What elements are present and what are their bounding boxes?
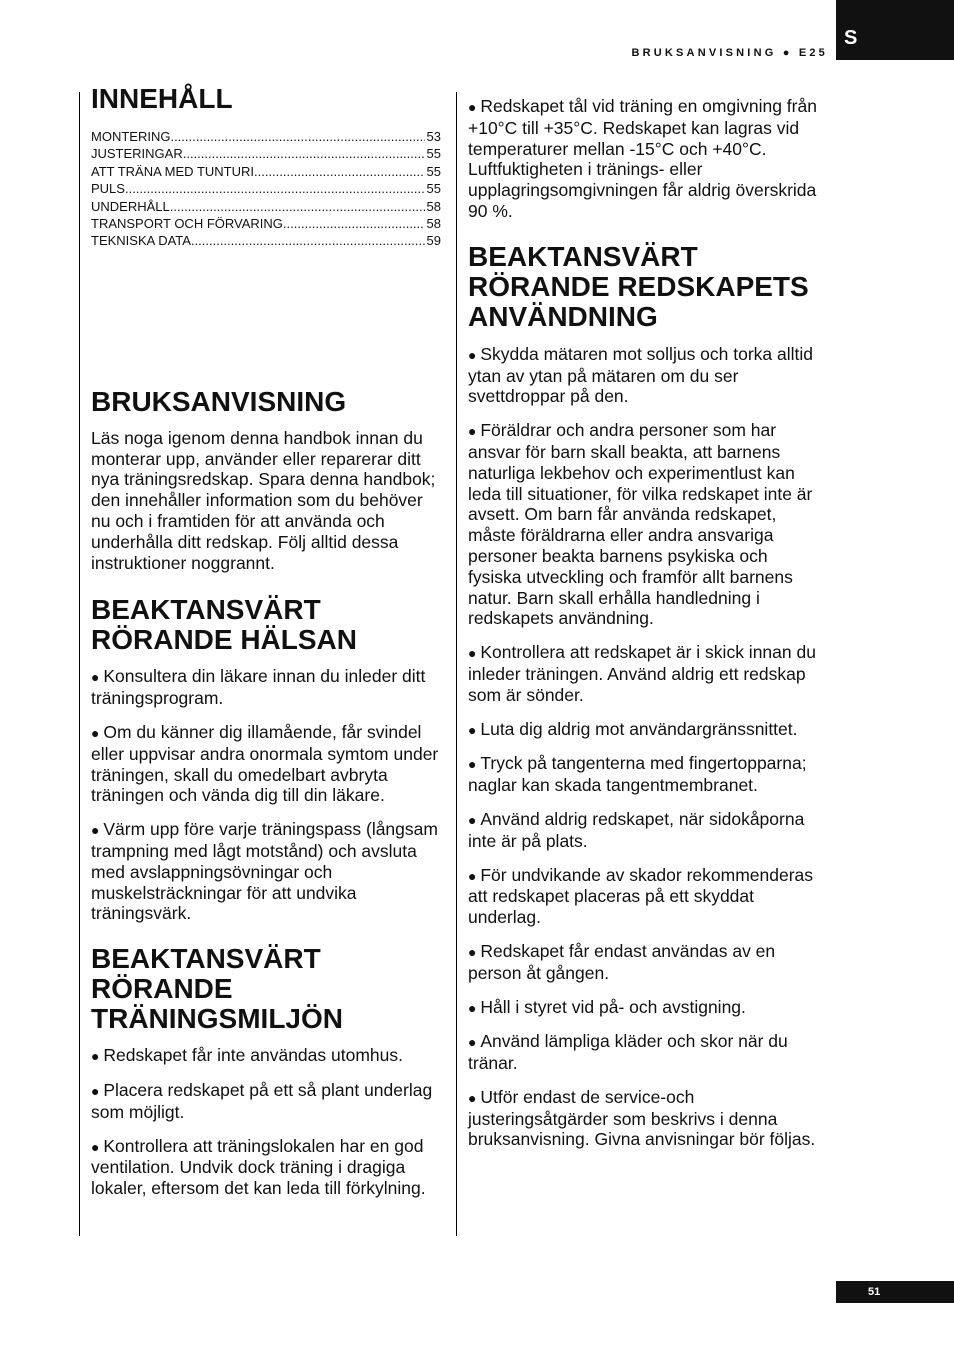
toc-heading: INNEHÅLL	[91, 83, 233, 114]
toc-entry-label: JUSTERINGAR	[91, 146, 183, 162]
usage-item: ● Kontrollera att redskapet är i skick innan du inleder träningen. Använd aldrig ett redskap som är sönder.	[468, 642, 822, 705]
environment-item: ● Kontrollera att träningslokalen har en god ventilation. Undvik dock träning i dragiga lokaler, eftersom det kan leda till förkylning.	[91, 1136, 441, 1199]
language-tab: S	[836, 0, 954, 60]
health-item: ● Värm upp före varje träningspass (långsam trampning med lågt motstånd) och avsluta med avslappningsövningar och muskelsträckningar för att undvika träningsvärk.	[91, 819, 441, 924]
toc-entry-page: 55	[426, 146, 441, 162]
toc-entry[interactable]	[91, 215, 441, 232]
health-item: ● Om du känner dig illamående, får svindel eller uppvisar andra onormala symtom under träningen, skall du omedelbart avbryta träningen och vända dig till din läkare.	[91, 722, 441, 806]
toc-entry-label: PULS	[91, 181, 125, 197]
usage-heading: BEAKTANSVÄRT RÖRANDE REDSKAPETS ANVÄNDNING	[468, 240, 809, 332]
intro-heading: BRUKSANVISNING	[91, 385, 347, 417]
environment-heading: BEAKTANSVÄRT RÖRANDE TRÄNINGSMILJÖN	[91, 943, 343, 1035]
health-heading: BEAKTANSVÄRT RÖRANDE HÄLSAN	[91, 594, 357, 656]
usage-item: ● Redskapet får endast användas av en person åt gången.	[468, 941, 822, 984]
environment-item: ● Redskapet får inte användas utomhus.	[91, 1045, 441, 1067]
right-column	[468, 96, 822, 1150]
usage-item: ● Håll i styret vid på- och avstigning.	[468, 997, 822, 1019]
running-header: BRUKSANVISNING ● E25	[631, 47, 828, 59]
usage-item: ● Utför endast de service-och justeringsåtgärder som beskrivs i denna bruksanvisning. Givna anvisningar bör följas.	[468, 1087, 822, 1150]
toc-list	[91, 128, 441, 250]
toc-entry-page: 55	[426, 181, 441, 197]
toc-entry-page: 53	[426, 129, 441, 144]
intro-text: Läs noga igenom denna handbok innan du monterar upp, använder eller reparerar ditt nya träningsredskap. Spara denna handbok; den innehåller information som du behöver nu och i framtiden för att använda och underhålla ditt redskap. Följ alltid dessa instruktioner noggrannt.	[91, 427, 436, 573]
toc-entry-label: TEKNISKA DATA	[91, 233, 191, 249]
toc-entry-label: ATT TRÄNA MED TUNTURI	[91, 163, 254, 179]
usage-item: ● Använd lämpliga kläder och skor när du tränar.	[468, 1031, 822, 1074]
toc-entry-page: 58	[426, 198, 441, 214]
toc-entry[interactable]	[91, 198, 441, 215]
toc-entry-label: UNDERHÅLL	[91, 198, 170, 214]
left-column	[91, 84, 441, 1199]
usage-item: ● Använd aldrig redskapet, när sidokåporna inte är på plats.	[468, 809, 822, 852]
toc-entry[interactable]	[91, 232, 441, 249]
usage-item: ● Tryck på tangenterna med fingertopparna; naglar kan skada tangentmembranet.	[468, 753, 822, 796]
toc-entry-page: 58	[426, 216, 441, 232]
toc-entry[interactable]	[91, 145, 441, 162]
toc-entry-label: MONTERING	[91, 129, 171, 144]
toc-entry-page: 55	[426, 163, 441, 179]
toc-entry-page: 59	[426, 233, 441, 249]
usage-item: ● Skydda mätaren mot solljus och torka alltid ytan av ytan på mätaren om du ser svettdroppar på den.	[468, 344, 822, 407]
usage-item: ● Föräldrar och andra personer som har ansvar för barn skall beakta, att barnens naturliga lekbehov och experimentlust kan leda till situationer, för vilka redskapet inte är avsett. Om barn får använda redskapet, måste föräldrarna eller andra ansvariga personer beakta barnens psykiska och fysiska utveckling och framför allt barnens natur. Barn skall erhålla handledning i redskapets användning.	[468, 420, 822, 629]
usage-item: ● För undvikande av skador rekommenderas att redskapet placeras på ett skyddat underlag.	[468, 865, 822, 928]
toc-entry[interactable]	[91, 128, 441, 145]
page-number: 51	[836, 1281, 954, 1303]
environment-item: ● Placera redskapet på ett så plant underlag som möjligt.	[91, 1080, 441, 1123]
environment-item: ● Redskapet tål vid träning en omgivning från +10°C till +35°C. Redskapet kan lagras vid temperaturer mellan -15°C och +40°C. Luftfuktigheten i tränings- eller upplagringsomgivningen får aldrig överskrida 90 %.	[468, 96, 822, 222]
column-rule-left	[79, 92, 80, 1236]
usage-item: ● Luta dig aldrig mot användargränssnittet.	[468, 719, 822, 741]
health-item: ● Konsultera din läkare innan du inleder ditt träningsprogram.	[91, 666, 441, 709]
column-rule-middle	[456, 92, 457, 1236]
toc-entry-label: TRANSPORT OCH FÖRVARING	[91, 216, 283, 232]
toc-entry[interactable]	[91, 180, 441, 197]
toc-entry[interactable]	[91, 163, 441, 180]
